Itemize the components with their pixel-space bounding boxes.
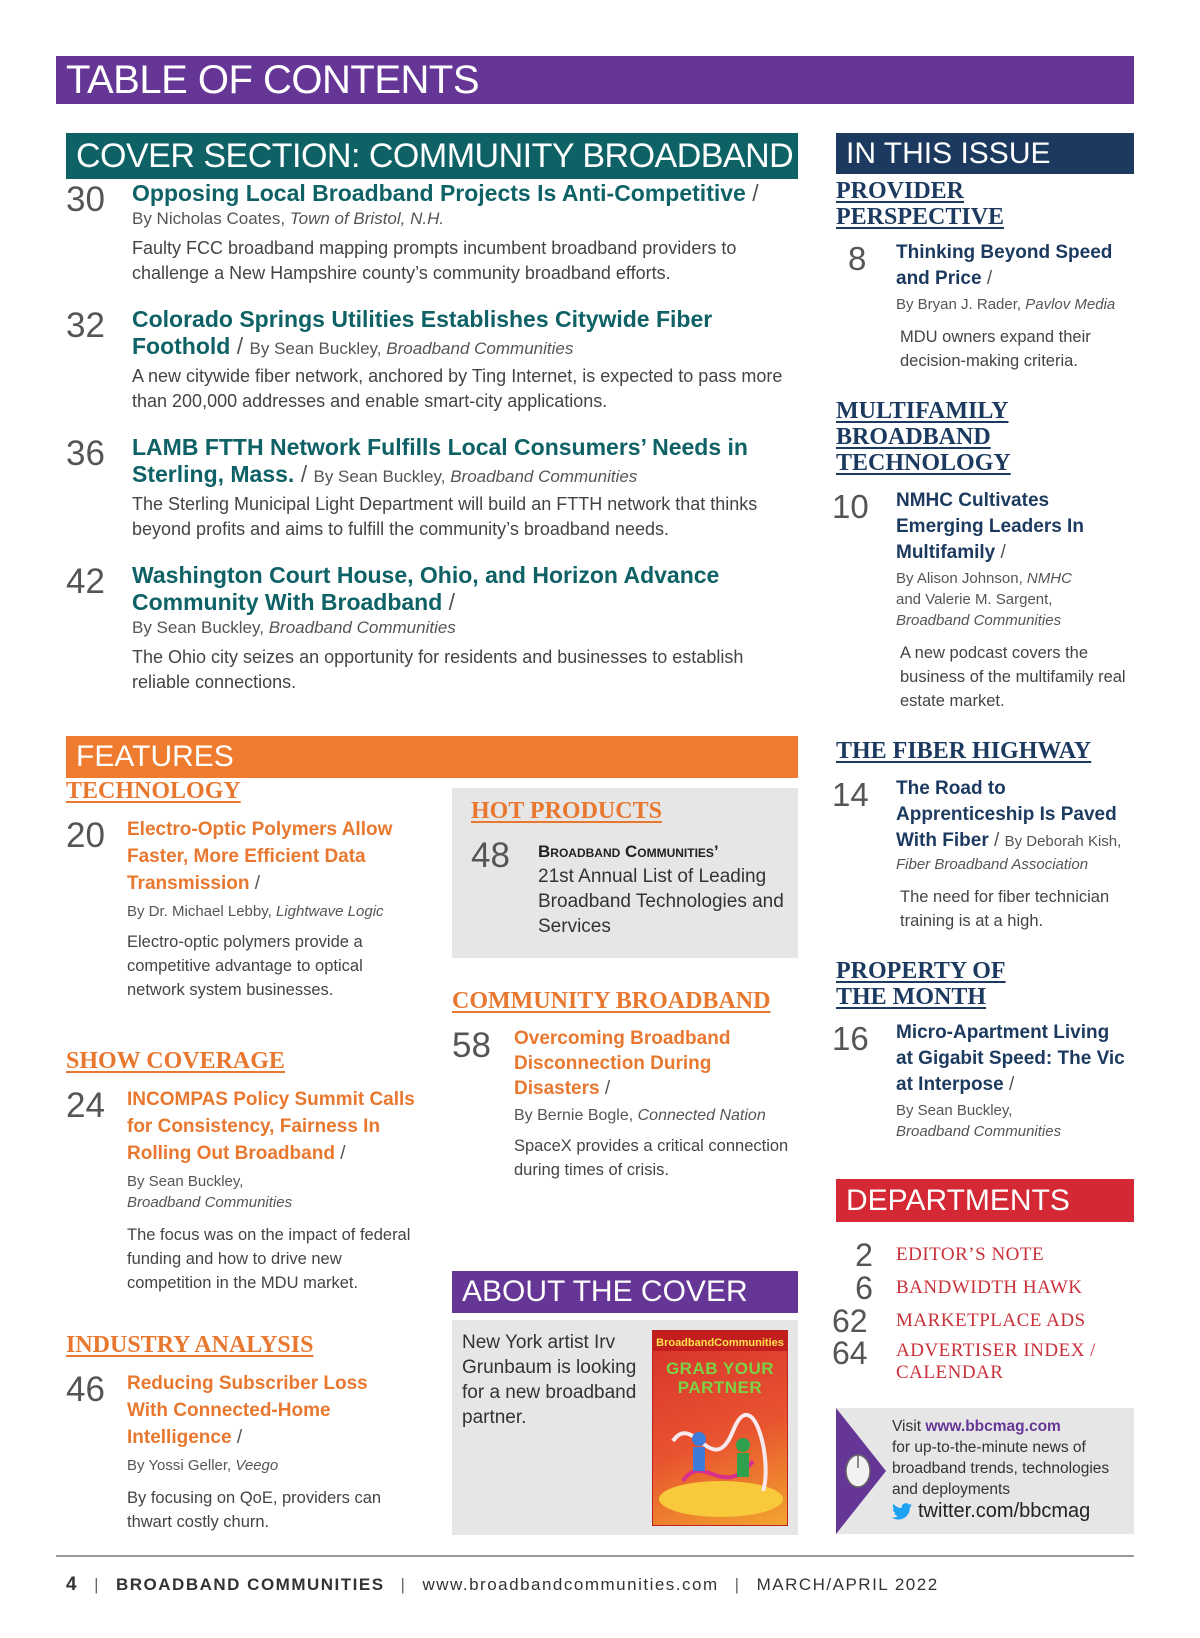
article-entry[interactable]: INCOMPAS Policy Summit Calls for Consistency, Fairness In Rolling Out Broadband / By Sean Buckley, Broadband Communities The focus was on the impact of federal funding and how to drive new competition in the MDU market. [127,1086,417,1295]
article-title[interactable]: Overcoming Broadband Disconnection During Disasters [514,1028,731,1099]
department-label: MARKETPLACE ADS [896,1309,1086,1331]
article-description: 21st Annual List of Leading Broadband Technologies and Services [538,866,784,937]
about-cover-text: New York artist Irv Grunbaum is looking for a new broadband partner. [462,1332,637,1428]
promo-url-link[interactable]: www.bbcmag.com [925,1418,1061,1435]
article-description: Electro-optic polymers provide a competitive advantage to optical network system businesses. [127,933,363,999]
community-broadband-heading: COMMUNITY BROADBAND [452,988,771,1014]
article-byline: By Sean Buckley, Broadband Communities [127,1173,293,1211]
footer-page-number: 4 [66,1574,79,1595]
article-title[interactable]: Reducing Subscriber Loss With Connected-Home Intelligence [127,1373,368,1448]
article-byline: By Alison Johnson, NMHC and Valerie M. Sargent, Broadband Communities [896,570,1072,629]
article-description: The need for fiber technician training is at a high. [900,888,1110,930]
footer-issue: MARCH/APRIL 2022 [756,1575,939,1594]
article-description: By focusing on QoE, providers can thwart costly churn. [127,1489,382,1531]
article-title[interactable]: Colorado Springs Utilities Establishes Citywide Fiber Foothold [132,306,713,359]
show-coverage-heading: SHOW COVERAGE [66,1048,285,1074]
about-cover-header: ABOUT THE COVER [452,1271,798,1313]
article-entry[interactable]: LAMB FTTH Network Fulfills Local Consumers’ Needs in Sterling, Mass. / By Sean Buckley, Broadband Communities The Sterling Municipal Light Department will build an FTTH network that thinks beyond profits and aims to fulfill the community’s broadband needs. [132,434,792,542]
article-byline: By Bryan J. Rader, Pavlov Media [896,296,1116,313]
page-footer: 4 | BROADBAND COMMUNITIES | www.broadbandcommunities.com | MARCH/APRIL 2022 [66,1574,939,1595]
article-entry[interactable]: Washington Court House, Ohio, and Horizon Advance Community With Broadband / By Sean Buckley, Broadband Communities The Ohio city seizes an opportunity for residents and businesses to establish reliable connections. [132,562,792,695]
page-number: 30 [66,180,105,219]
cover-thumbnail[interactable] [652,1330,788,1526]
article-description: The Ohio city seizes an opportunity for residents and businesses to establish reliable connections. [132,647,744,692]
article-byline: By Nicholas Coates, Town of Bristol, N.H. [132,209,445,228]
cover-illustration [653,1401,788,1521]
article-byline: By Sean Buckley, Broadband Communities [896,1102,1062,1140]
article-byline: By Bernie Bogle, Connected Nation [514,1107,766,1124]
article-entry[interactable]: Colorado Springs Utilities Establishes Citywide Fiber Foothold / By Sean Buckley, Broadband Communities A new citywide fiber network, anchored by Ting Internet, is expected to pass more than 200,000 addresses and enable smart-city applications. [132,306,792,414]
article-title[interactable]: Broadband Communities’ [538,842,719,861]
department-item[interactable] [832,1304,1132,1337]
article-description: The Sterling Municipal Light Department will build an FTTH network that thinks beyond profits and aims to fulfill the community’s broadband needs. [132,494,758,539]
page-number: 14 [832,776,869,813]
article-entry[interactable]: The Road to Apprenticeship Is Paved With Fiber / By Deborah Kish, Fiber Broadband Association The need for fiber technician training is at a high. [896,776,1126,933]
department-item[interactable] [832,1337,1132,1387]
article-description: SpaceX provides a critical connection during times of crisis. [514,1137,789,1179]
promo-description: for up-to-the-minute news of broadband trends, technologies and deployments [892,1439,1110,1498]
article-byline: By Sean Buckley, Broadband Communities [249,339,574,358]
page-number: 36 [66,434,105,473]
twitter-link[interactable]: twitter.com/bbcmag [892,1500,1090,1523]
fiber-highway-heading: THE FIBER HIGHWAY [836,738,1092,764]
footer-rule [56,1555,1134,1557]
hot-products-heading: HOT PRODUCTS [471,798,662,824]
department-label: EDITOR’S NOTE [896,1243,1045,1265]
page-number: 64 [832,1335,868,1371]
article-title[interactable]: Thinking Beyond Speed and Price [896,242,1113,289]
article-description: A new citywide fiber network, anchored by Ting Internet, is expected to pass more than 200,000 addresses and enable smart-city applications. [132,366,783,411]
department-label: ADVERTISER INDEX / CALENDAR [896,1340,1096,1383]
article-title[interactable]: The Road to Apprenticeship Is Paved With Fiber [896,778,1117,851]
article-entry[interactable]: Reducing Subscriber Loss With Connected-Home Intelligence / By Yossi Geller, Veego By focusing on QoE, providers can thwart costly churn. [127,1370,397,1534]
article-title[interactable]: NMHC Cultivates Emerging Leaders In Multifamily [896,490,1084,563]
article-byline: By Sean Buckley, Broadband Communities [313,467,638,486]
departments-list [832,1238,1132,1387]
page-number: 20 [66,816,105,855]
article-title[interactable]: Opposing Local Broadband Projects Is Anti-Competitive [132,180,746,206]
multifamily-heading: MULTIFAMILY BROADBAND TECHNOLOGY [836,398,1011,476]
page-number: 48 [471,836,510,875]
departments-header: DEPARTMENTS [836,1179,1134,1222]
cover-section-header: COVER SECTION: COMMUNITY BROADBAND [66,133,798,179]
page-number: 16 [832,1020,869,1057]
page-number: 32 [66,306,105,345]
article-byline: Fiber Broadband Association [896,856,1089,873]
article-title[interactable]: INCOMPAS Policy Summit Calls for Consistency, Fairness In Rolling Out Broadband [127,1089,415,1164]
page-number: 10 [832,488,869,525]
article-description: MDU owners expand their decision-making criteria. [900,328,1091,370]
department-item[interactable] [832,1238,1132,1271]
article-entry[interactable]: Micro-Apartment Living at Gigabit Speed: The Vic at Interpose / By Sean Buckley, Broadband Communities [896,1020,1131,1142]
article-title[interactable]: Micro-Apartment Living at Gigabit Speed: The Vic at Interpose [896,1022,1125,1095]
department-label: BANDWIDTH HAWK [896,1276,1083,1298]
cover-masthead: BroadbandCommunities [653,1331,787,1351]
article-title[interactable]: Electro-Optic Polymers Allow Faster, More Efficient Data Transmission [127,819,393,894]
article-byline: By Dr. Michael Lebby, Lightwave Logic [127,903,384,920]
article-description: A new podcast covers the business of the multifamily real estate market. [900,644,1126,710]
article-entry[interactable]: Opposing Local Broadband Projects Is Anti-Competitive / By Nicholas Coates, Town of Bristol, N.H. Faulty FCC broadband mapping prompts incumbent broadband providers to challenge a New Hampshire county’s community broadband efforts. [132,180,792,286]
article-entry[interactable]: Thinking Beyond Speed and Price / By Bryan J. Rader, Pavlov Media MDU owners expand their decision-making criteria. [896,240,1126,373]
features-header: FEATURES [66,736,798,778]
technology-heading: TECHNOLOGY [66,778,241,804]
article-byline: By Yossi Geller, Veego [127,1457,279,1474]
article-title[interactable]: LAMB FTTH Network Fulfills Local Consumers’ Needs in Sterling, Mass. [132,434,748,487]
article-entry[interactable]: Electro-Optic Polymers Allow Faster, More Efficient Data Transmission / By Dr. Michael Lebby, Lightwave Logic Electro-optic polymers provide a competitive advantage to optical network system businesses. [127,816,417,1002]
article-byline: By Sean Buckley, Broadband Communities [132,618,456,637]
article-entry[interactable]: Overcoming Broadband Disconnection During Disasters / By Bernie Bogle, Connected Nation SpaceX provides a critical connection during times of crisis. [514,1026,799,1182]
page-number: 6 [855,1269,873,1306]
article-description: Faulty FCC broadband mapping prompts incumbent broadband providers to challenge a New Hampshire county’s community broadband efforts. [132,238,737,283]
property-heading: PROPERTY OF THE MONTH [836,958,1006,1010]
page-number: 62 [832,1302,868,1339]
page-number: 2 [855,1236,873,1273]
cover-headline: GRAB YOUR PARTNER [665,1359,775,1397]
article-entry[interactable] [538,840,788,939]
promo-text-block: Visit www.bbcmag.com for up-to-the-minute news of broadband trends, technologies and deployments [892,1416,1130,1500]
page-title: TABLE OF CONTENTS [56,56,1134,104]
industry-analysis-heading: INDUSTRY ANALYSIS [66,1332,314,1358]
page-number: 8 [848,240,867,277]
article-description: The focus was on the impact of federal funding and how to drive new competition in the MDU market. [127,1226,411,1292]
page-number: 46 [66,1370,105,1409]
article-title[interactable]: Washington Court House, Ohio, and Horizon Advance Community With Broadband [132,562,720,615]
footer-publication: BROADBAND COMMUNITIES [116,1575,385,1594]
footer-website-link[interactable]: www.broadbandcommunities.com [422,1575,719,1594]
promo-arrow-icon [836,1408,896,1534]
page-number: 58 [452,1026,491,1065]
twitter-bird-icon [892,1503,912,1520]
in-this-issue-header: IN THIS ISSUE [836,133,1134,174]
article-entry[interactable]: NMHC Cultivates Emerging Leaders In Multifamily / By Alison Johnson, NMHC and Valerie M. Sargent, Broadband Communities A new podcast covers the business of the multifamily real estate market. [896,488,1126,713]
page-number: 24 [66,1086,105,1125]
page-number: 42 [66,562,105,601]
department-item[interactable] [832,1271,1132,1304]
provider-perspective-heading: PROVIDER PERSPECTIVE [836,178,1005,230]
